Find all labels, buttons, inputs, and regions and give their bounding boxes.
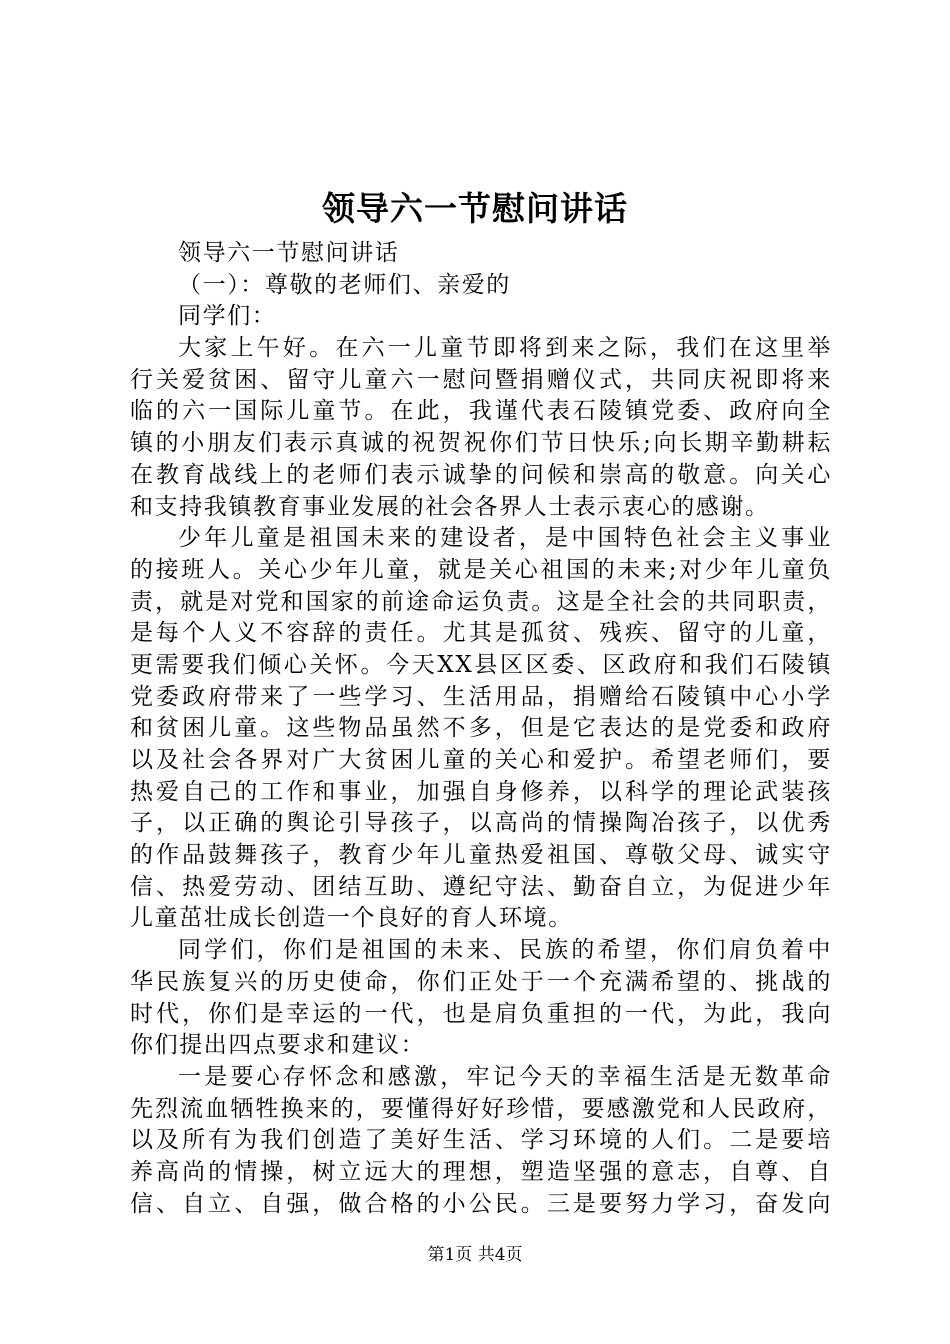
text-line: 大家上午好。在六一儿童节即将到来之际，我们在这里举	[178, 335, 832, 362]
text-line: 同学们，你们是祖国的未来、民族的希望，你们肩负着中	[178, 937, 832, 964]
text-line: 以及所有为我们创造了美好生活、学习环境的人们。二是要培	[130, 1127, 832, 1154]
text-line: 先烈流血牺牲换来的，要懂得好好珍惜，要感激党和人民政府，	[130, 1095, 832, 1122]
text-line: 和支持我镇教育事业发展的社会各界人士表示衷心的感谢。	[130, 493, 770, 520]
text-line: 时代，你们是幸运的一代，也是肩负重担的一代，为此，我向	[130, 1000, 832, 1027]
text-line: 以及社会各界对广大贫困儿童的关心和爱护。希望老师们，要	[130, 747, 832, 773]
text-line: 镇的小朋友们表示真诚的祝贺祝你们节日快乐;向长期辛勤耕耘	[130, 430, 832, 457]
text-line: 行关爱贫困、留守儿童六一慰问暨捐赠仪式，共同庆祝即将来	[130, 366, 832, 393]
text-line: 同学们：	[178, 303, 277, 330]
text-line: 是每个人义不容辞的责任。尤其是孤贫、残疾、留守的儿童，	[130, 620, 832, 647]
text-line: 在教育战线上的老师们表示诚挚的问候和崇高的敬意。向关心	[130, 461, 832, 488]
text-line: 一是要心存怀念和感激，牢记今天的幸福生活是无数革命	[178, 1063, 832, 1090]
text-line: 养高尚的情操，树立远大的理想，塑造坚强的意志，自尊、自	[130, 1158, 832, 1185]
text-line: 信、热爱劳动、团结互助、遵纪守法、勤奋自立，为促进少年	[130, 873, 832, 900]
text-line: 华民族复兴的历史使命，你们正处于一个充满希望的、挑战的	[130, 968, 832, 995]
text-line: 党委政府带来了一些学习、生活用品，捐赠给石陵镇中心小学	[130, 683, 832, 710]
text-line: （一）：尊敬的老师们、亲爱的	[178, 271, 511, 298]
document-title: 领导六一节慰问讲话	[322, 189, 628, 228]
text-line: 的作品鼓舞孩子，教育少年儿童热爱祖国、尊敬父母、诚实守	[130, 842, 832, 869]
text-line: 少年儿童是祖国未来的建设者，是中国特色社会主义事业	[178, 525, 832, 552]
text-line: 临的六一国际儿童节。在此，我谨代表石陵镇党委、政府向全	[130, 398, 832, 425]
document-body	[130, 238, 832, 1220]
text-line: 信、自立、自强，做合格的小公民。三是要努力学习，奋发向	[130, 1190, 832, 1217]
text-line: 你们提出四点要求和建议：	[130, 1032, 426, 1059]
text-line: 子，以正确的舆论引导孩子，以高尚的情操陶冶孩子，以优秀	[130, 810, 832, 837]
text-line: 的接班人。关心少年儿童，就是关心祖国的未来;对少年儿童负	[130, 556, 832, 583]
text-line: 更需要我们倾心关怀。今天XX县区区委、区政府和我们石陵镇	[130, 651, 832, 678]
text-line: 儿童茁壮成长创造一个良好的育人环境。	[130, 905, 573, 932]
text-line: 和贫困儿童。这些物品虽然不多，但是它表达的是党委和政府	[130, 715, 832, 742]
text-line: 责，就是对党和国家的前途命运负责。这是全社会的共同职责，	[130, 588, 832, 615]
text-line: 领导六一节慰问讲话	[178, 240, 400, 266]
text-line: 热爱自己的工作和事业，加强自身修养，以科学的理论武装孩	[130, 778, 832, 805]
page-footer: 第1页 共4页	[427, 1245, 523, 1265]
